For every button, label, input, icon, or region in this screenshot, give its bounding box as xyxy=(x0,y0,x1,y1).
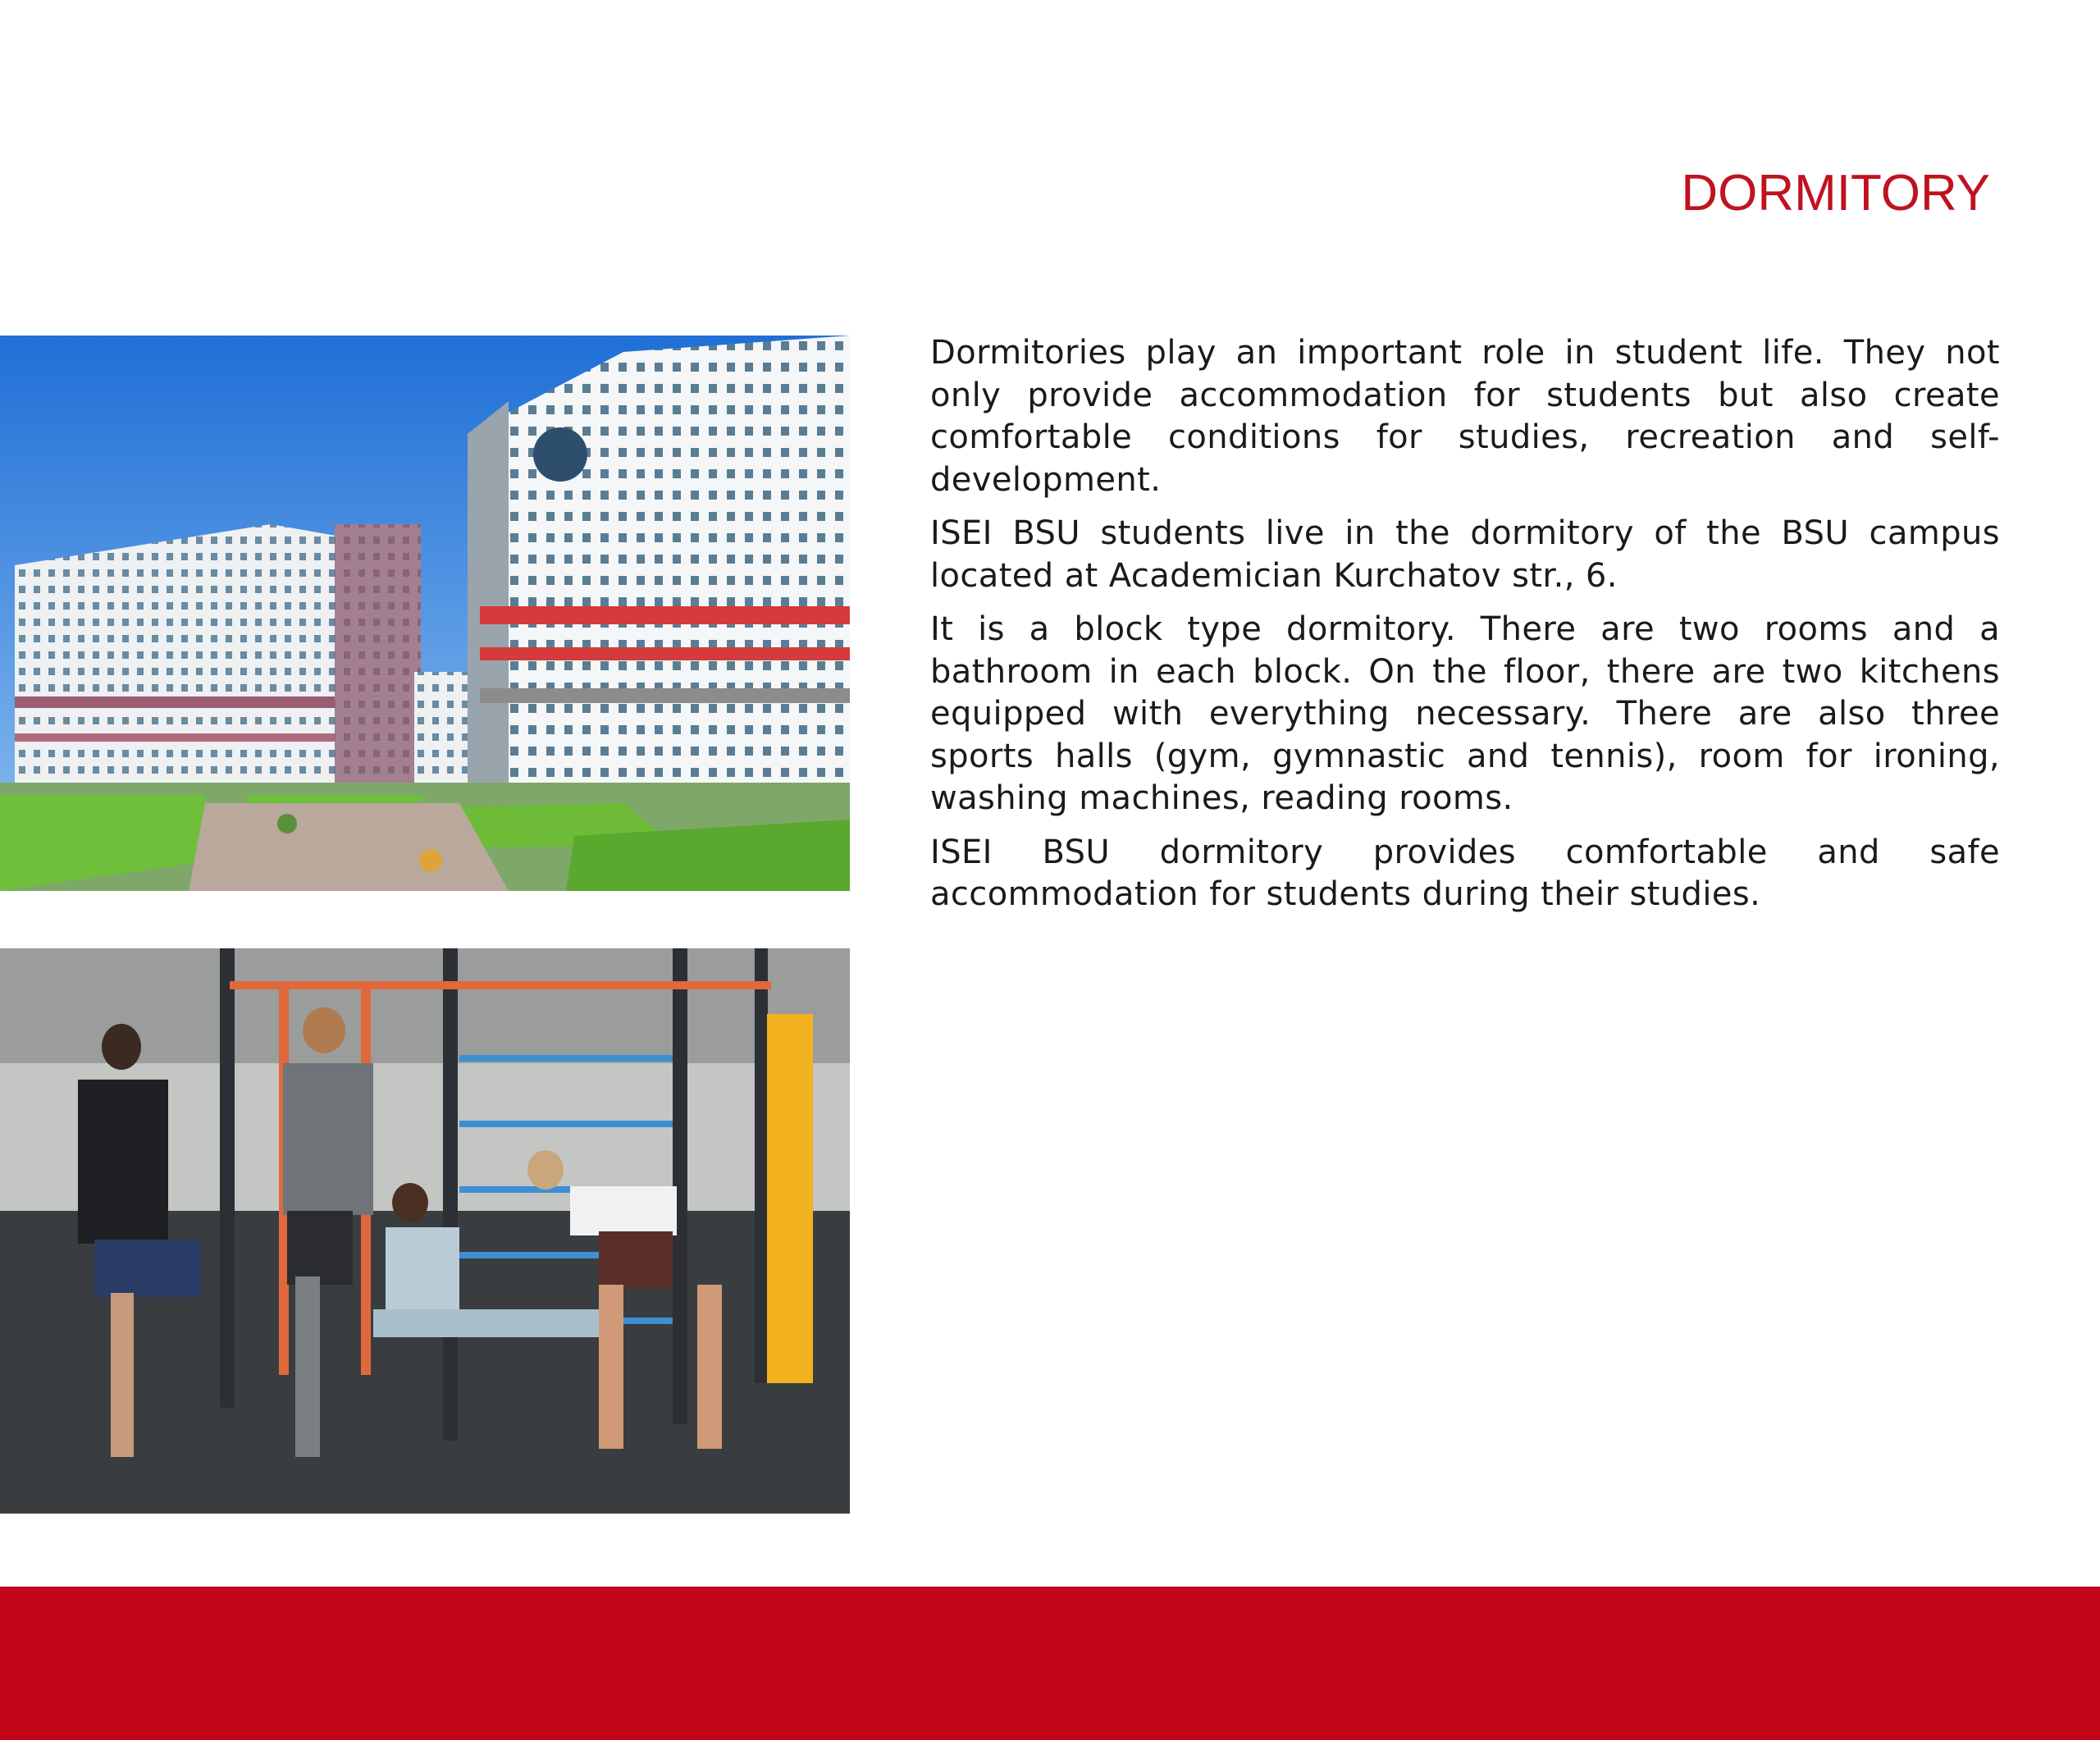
footer-bar xyxy=(0,1587,2100,1740)
dormitory-buildings-photo xyxy=(0,336,850,891)
paragraph-intro: Dormitories play an important role in student life. They not only provide accommodation for students but also create comfortable conditions for studies, recreation and self-development. xyxy=(930,334,2000,499)
body-text xyxy=(930,332,2000,928)
paragraph-facilities: It is a block type dormitory. There are two rooms and a bathroom in each block. On the floor, there are two kitchens equipped with everything necessary. There are also three sports halls (gym, gymnastic and tennis), room for ironing, washing machines, reading rooms. xyxy=(930,610,2000,817)
sports-ground-photo xyxy=(0,948,850,1514)
paragraph-location: ISEI BSU students live in the dormitory of the BSU campus located at Academician Kurchatov str., 6. xyxy=(930,514,2000,595)
paragraph-summary: ISEI BSU dormitory provides comfortable and safe accommodation for students during their studies. xyxy=(930,833,2000,913)
page-title: DORMITORY xyxy=(1681,165,1990,221)
